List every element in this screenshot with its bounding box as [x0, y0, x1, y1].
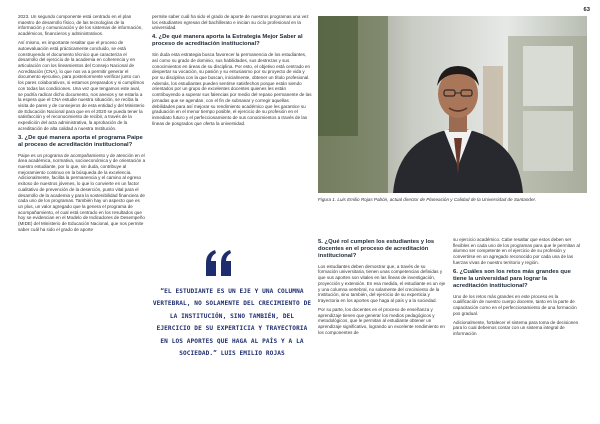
column-1 — [18, 14, 146, 236]
quote-mark-icon — [204, 250, 234, 276]
question-heading-5: 5. ¿Qué rol cumplen los estudiantes y los docentes en el proceso de acreditación institucional? — [318, 239, 435, 259]
question-heading-3: 3. ¿De qué manera aporta el programa Paipe al proceso de acreditación institucional? — [18, 134, 143, 148]
question-heading-4: 4. ¿De qué manera aporta la Estrategia Mejor Saber al proceso de acreditación institucional? — [152, 34, 303, 48]
pull-quote: “EL ESTUDIANTE ES UN EJE Y UNA COLUMNA VERTEBRAL, NO SOLAMENTE DEL CRECIMIENTO DE LA INSTITUCIÓN, SINO TAMBIÉN, DEL EJERCICIO DE SU EXPERTICIA Y TRAYECTORIA EN LOS APORTES QUE HAGA AL PAÍS Y A LA SOCIEDAD.” LUIS EMILIO ROJAS — [152, 288, 312, 358]
paragraph: Los estudiantes deben demostrar que, a través de su formación universitaria, tienen unas competencias definidas y que sus aportes son vitales en las líneas de investigación, proyección y extensión. En esa medida, el estudiante es un eje y una columna vertebral, no solamente del crecimiento de la Institución, sino también, del ejercicio de su experticia y trayectoria en los aportes que haga al país y a la sociedad. — [318, 263, 446, 304]
paragraph: 2023. Un segundo componente está centrado en el plan maestro de desarrollo físico, de las tecnologías de la información y comunicación y de los sistemas de información, académicos, financieros y administrativos. — [18, 14, 143, 37]
page-number: 63 — [583, 7, 590, 13]
column-3 — [318, 237, 446, 339]
portrait-photo — [318, 16, 587, 193]
paragraph: Adicionalmente, fortalecer el sistema para toma de decisiones para lo cual debemos contar con un sistema integral de información — [453, 319, 579, 336]
paragraph: Sin duda esta estrategia busca favorecer la permanencia de los estudiantes, así como su grado de dominio, sus habilidades, sus destrezas y sus conocimientos en áreas de su disciplina. Por esto, el objetivo está centrado en despertar su vocación, su pasión y su entusiasmo por su proyecto de vida y por su disciplina con la que buscan, inicialmente, obtener un título profesional. Además, los estudiantes pueden sentirse satisfechos porque están siendo orientados por un grupo de excelentes docentes quienes les están contribuyendo a superar sus falencias por medio del repaso permanente de las jornadas que se agendan, con el fin de subsanar y corregir aquellas debilidades para así mejorar su rendimiento académico que les garantice su graduación en el menor tiempo posible, el ejercicio de su profesión en el inmediato futuro y el perfeccionamiento de sus conocimientos a través de las líneas de posgrados que oferta la universidad. — [152, 52, 312, 126]
paragraph: Por su parte, los docentes en el proceso de enseñanza y aprendizaje tienen que generar los medios pedagógicos y metodológicos, que le permitan al estudiante obtener un aprendizaje significativo, logrando un excelente rendimiento en los componentes de — [318, 306, 445, 335]
figure-caption: Figura 1. Luis Emilio Rojas Pabón, actual director de Planeación y Calidad de la Universidad de Santander. — [318, 197, 537, 202]
paragraph: Así mismo, es importante resaltar que el proceso de autoevaluación está prácticamente concluido, se está construyendo el documento técnico que caracteriza el desarrollo del ejercicio de la academia en coherencia y en articulación con los lineamientos del Consejo Nacional de Acreditación (CNA), lo que nos va a permitir generar el documento ejecutivo, para posteriormente verificar junto con los pares colaborativos, si estamos preparados y si cumplimos con todas las condiciones. Una vez que tengamos este aval, se podría radicar dicho documento, nos anexos y se estaría a la espera que el CNA estudie nuestra situación, se reciba la visita de pares y de consejeros de esta entidad y del Ministerio de Educación Nacional para que en el 2020 se pueda tener la satisfacción y el reconocimiento de recibir, a través de la expedición del acta administrativa, la aprobación de la acreditación de alta calidad a nuestra Institución. — [18, 40, 145, 131]
paragraph: Uno de los retos más grandes en este proceso es la cualificación de nuestro cuerpo docente, tanto en la parte de capacitación como en el perfeccionamiento de una formación pos gradual. — [453, 293, 577, 316]
paragraph: su ejercicio académico. Cabe resaltar que estos deben ser flexibles en cada uno de los programas para que le permitan al alumno ser competente en el ejercicio de su profesión y convertirse en un agregado reconocido por cada una de las fuerzas vivas de nuestro territorio y región. — [453, 237, 580, 265]
paragraph: Paipe es un programa de acompañamiento y de atención en el área académica, normativa, socioeconómica y de orientación a nuestro estudiante, por lo que, sin duda, contribuye al mejoramiento continuo en la búsqueda de la excelencia. Adicionalmente, facilita la permanencia y el camino al egreso exitoso de nuestros jóvenes, lo que lo convierte en un factor cualitativo de prevención de la deserción, punto vital para el desarrollo de la academia y para la sostenibilidad financiera de cada uno de los programas. También hay un aspecto que es un plus, un valor agregado que la genera el programa de acompañamiento, el cual está centrado en los resultados que hoy se evidencian en el Modelo de Indicadores de Desempeño (MIDE) del Ministerio de Educación Nacional, que nos permite saber cuál ha sido el grado de aporte — [18, 152, 146, 232]
paragraph: permite saber cuál ha sido el grado de aporte de nuestros programas una vez los estudiantes egresan del bachillerato e inician su ciclo profesional en la universidad. — [152, 14, 309, 31]
column-4 — [453, 237, 583, 340]
question-heading-6: 6. ¿Cuáles son los retos más grandes que tiene la universidad para lograr la acreditación institucional? — [453, 268, 571, 289]
column-2 — [152, 14, 312, 130]
